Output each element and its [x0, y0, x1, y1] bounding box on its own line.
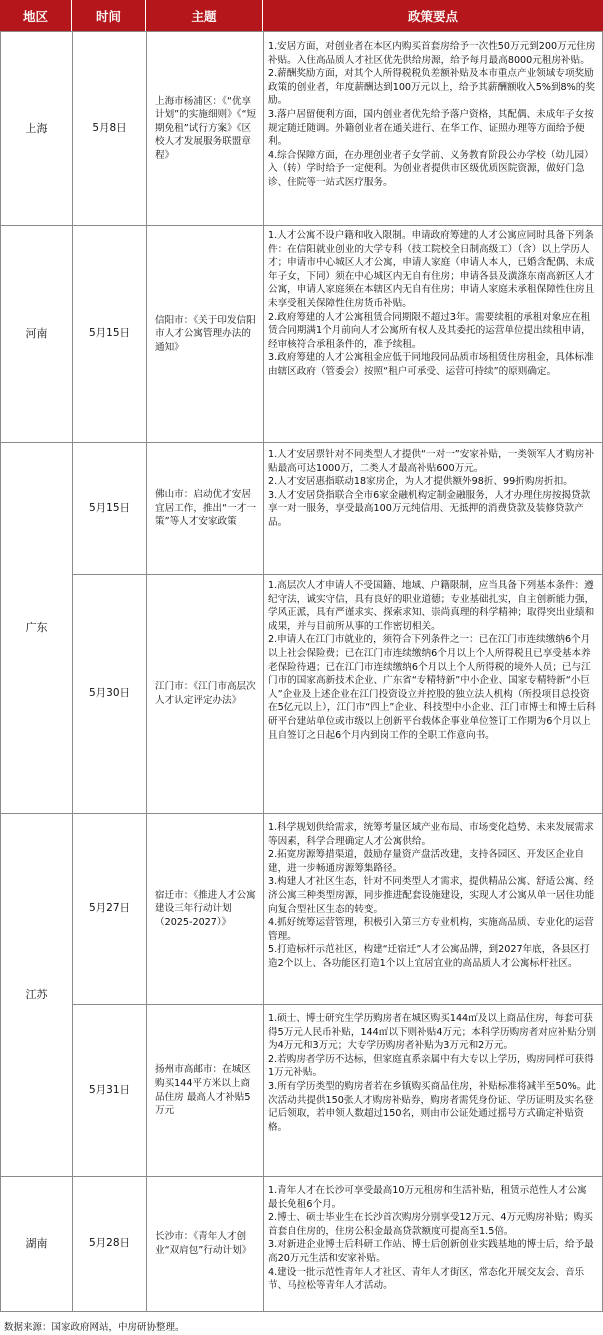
header-topic: 主题 [146, 0, 263, 31]
point-item: 1.科学规划供给需求，统筹考量区域产业布局、市场变化趋势、未来发展需求等因素，科学合理确定人才公寓供给。 [268, 822, 594, 847]
date-cell: 5月28日 [72, 1176, 147, 1312]
topic-cell: 信阳市：《关于印发信阳市人才公寓管理办法的通知》 [146, 225, 264, 443]
date-cell: 5月31日 [72, 1004, 147, 1177]
point-item: 2.人才安居惠指联动18家房企，为人才提供额外98折、99折购房折扣。 [268, 476, 573, 488]
points-cell [263, 574, 603, 814]
point-item: 1.安居方面，对创业者在本区内购买首套房给予一次性50万元到200万元住房补贴。入住高品质人才社区优先供给房源，给予每月最高8000元租房补贴。 [268, 41, 596, 66]
point-item: 3.落户居留便利方面，国内创业者优先给予落户资格，其配偶、未成年子女按规定随迁随调。外籍创业者在通关进行、在华工作、证照办理等方面给予便利。 [268, 108, 594, 148]
region-cell: 江苏 [0, 813, 73, 1177]
date-cell: 5月15日 [72, 225, 147, 443]
header-region: 地区 [0, 0, 72, 31]
point-item: 3.构建人才社区生态，针对不同类型人才需求，提供精品公寓、舒适公寓、经济公寓三种类型房源，同步推进配套设施建设，实现人才公寓从单一居住功能向复合型社区生态的转变。 [268, 876, 595, 915]
topic-cell: 江门市：《江门市高层次人才认定评定办法》 [146, 574, 264, 814]
point-item: 2.申请人在江门市就业的，须符合下列条件之一：已在江门市连续缴纳6个月以上社会保险费；已在江门市连续缴纳6个月以上个人所得税且已享受基本养老保险待遇；已在江门市连续缴纳6个月以上个人所得税的境外人员；已与江门市的国家高新技术企业、广东省“专精特新”中小企业、国家专精特新“小巨人”企业及上述企业在江门投资设立并控股的独立法人机构（所投项目总投资在5亿元以上），江门市“四上”企业、科技型中小企业、江门市博士和博士后科研平台建站单位或市级以上创新平台载体企事业单位签订工作期为6个月以上且自签订之日起6个月内到岗工作的全职工作意向书。 [268, 634, 596, 741]
point-item: 1.青年人才在长沙可享受最高10万元租房和生活补贴，租赁示范性人才公寓最长免租6个月。 [268, 1185, 587, 1210]
points-cell [263, 1176, 603, 1312]
topic-cell: 长沙市：《青年人才创业“双肩包”行动计划》 [146, 1176, 264, 1312]
topic-cell: 扬州市高邮市：在城区购买144平方米以上商品住房 最高人才补贴5万元 [146, 1004, 264, 1177]
point-item: 1.人才安居票针对不同类型人才提供“一对一”安家补贴，一类领军人才购房补贴最高可达1000万，二类人才最高补贴600万元。 [268, 449, 595, 474]
region-cell: 广东 [0, 442, 73, 814]
point-item: 2.薪酬奖励方面，对其个人所得税税负差额补贴及本市重点产业领域专项奖励政策的创业者，年度薪酬达到100万元以上，给予其薪酬额收入5%到8%的奖励。 [268, 68, 595, 107]
date-cell: 5月8日 [72, 31, 147, 226]
header-points: 政策要点 [263, 0, 603, 31]
region-cell: 湖南 [0, 1176, 73, 1312]
point-item: 3.人才安居贷指联合全市6家金融机构定制金融服务，人才办理住房按揭贷款享一对一服务，享受最高100万元纯信用、无抵押的消费贷款及装修贷款产品。 [268, 489, 591, 528]
point-item: 3.对新进企业博士后科研工作站、博士后创新创业实践基地的博士后，给予最高20万元生活和安家补贴。 [268, 1239, 594, 1264]
date-cell: 5月15日 [72, 442, 147, 575]
point-item: 1.高层次人才申请人不受国籍、地域、户籍限制，应当具备下列基本条件：遵纪守法，诚实守信，具有良好的职业道德；专业基础扎实，自主创新能力强，学风正派，具有严谨求实、探索求知、崇尚真理的科学精神；取得突出业绩和成果，并与目前所从事的工作密切相关。 [268, 580, 595, 632]
point-item: 2.若购房者学历不达标，但家庭直系亲属中有大专以上学历，购房同样可获得1万元补贴。 [268, 1053, 594, 1079]
source-note: 数据来源：国家政府网站，中房研协整理。 [4, 1322, 185, 1333]
point-item: 4.抓好统筹运营管理，积极引入第三方专业机构，实施高品质、专业化的运营管理。 [268, 917, 594, 942]
date-cell: 5月30日 [72, 574, 147, 814]
point-item: 4.综合保障方面，在办理创业者子女学前、义务教育阶段公办学校（幼儿园）入（转）学时给予一定便利。为创业者提供市区级优质医院资源，做好门急诊、住院等一站式医疗服务。 [268, 149, 594, 188]
point-item: 4.建设一批示范性青年人才社区、青年人才街区，常态化开展交友会、音乐节、马拉松等青年人才活动。 [268, 1266, 585, 1292]
points-cell [263, 31, 603, 226]
header-time: 时间 [72, 0, 146, 31]
topic-cell: 上海市杨浦区：《“优享计划”的实施细则》《“短期免租”试行方案》《区校人才发展服务联盟章程》 [146, 31, 264, 226]
region-cell: 上海 [0, 31, 73, 226]
point-item: 1.硕士、博士研究生学历购房者在城区购买144㎡及以上商品住房，每套可获得5万元人民币补贴，144㎡以下则补贴4万元；本科学历购房者对应补贴分别为4万元和3万元；大专学历购房者补贴为3万元和2万元。 [268, 1013, 596, 1052]
points-cell [263, 442, 603, 575]
topic-cell: 宿迁市：《推进人才公寓建设三年行动计划（2025-2027）》 [146, 813, 264, 1005]
point-item: 3.所有学历类型的购房者若在乡镇购买商品住房，补贴标准将减半至50%。此次活动共提供150张人才购房补贴券，购房者需凭身份证、学历证明及实名登记后领取，若申领人数超过150名，则由市公证处通过摇号方式确定补贴资格。 [268, 1080, 596, 1133]
topic-cell: 佛山市：启动优才安居宜居工作，推出“一才一策”等人才安家政策 [146, 442, 264, 575]
point-item: 2.政府筹建的人才公寓租赁合同期限不超过3年。需要续租的承租对象应在租赁合同期满1个月前向人才公寓所有权人及其委托的运营单位提出续租申请，经审核符合承租条件的，准予续租。 [268, 311, 591, 350]
point-item: 1.人才公寓不设户籍和收入限制。申请政府筹建的人才公寓应同时具备下列条件：在信阳就业创业的大学专科（技工院校全日制高级工）（含）以上学历人才；申请市中心城区人才公寓，申请人家庭（申请人本人，已婚含配偶、未成年子女，下同）须在中心城区内无自有住房；申请各县及潢涤东南高新区人才公寓，申请人家庭须在本辖区内无自有住房；申请人家庭未承租保障性住房且未享受租关保障性住房货币补贴。 [268, 230, 595, 309]
points-cell [263, 225, 603, 443]
date-cell: 5月27日 [72, 813, 147, 1005]
point-item: 5.打造标杆示范社区，构建“迁宿迁”人才公寓品牌，到2027年底，各县区打造2个以上、各功能区打造1个以上宜居宜业的高品质人才公寓标杆社区。 [268, 944, 590, 969]
point-item: 2.拓宽房源筹措渠道，鼓励存量资产盘活改建，支持各园区、开发区企业自建，进一步畅通房源筹集路径。 [268, 849, 585, 874]
region-cell: 河南 [0, 225, 73, 443]
point-item: 3.政府筹建的人才公寓租金应低于同地段同品质市场租赁住房租金，具体标准由辖区政府（管委会）按照“租户可承受、运营可持续”的原则确定。 [268, 352, 594, 377]
points-cell [263, 1004, 603, 1177]
point-item: 2.博士、硕士毕业生在长沙首次购房分别享受12万元、4万元购房补贴；购买首套自住房的，住房公积金最高贷款额度可提高至1.5倍。 [268, 1212, 593, 1237]
points-cell [263, 813, 603, 1005]
